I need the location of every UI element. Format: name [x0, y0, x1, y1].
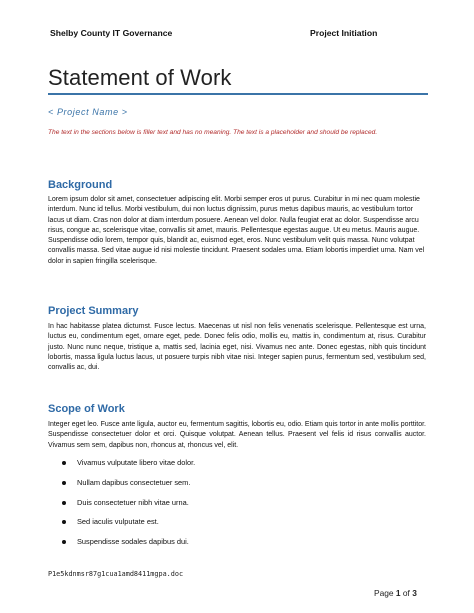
- header-organization: Shelby County IT Governance: [50, 28, 173, 38]
- bullet-icon: [62, 540, 66, 544]
- scope-bullet-list: [48, 457, 195, 556]
- list-item: [48, 536, 195, 556]
- scope-of-work-heading: Scope of Work: [48, 403, 125, 415]
- project-summary-heading: Project Summary: [48, 305, 139, 317]
- project-name-placeholder: < Project Name >: [48, 107, 128, 117]
- page-of: of: [402, 588, 410, 598]
- project-summary-paragraph: In hac habitasse platea dictumst. Fusce lectus. Maecenas ut nisl non felis venenatis scelerisque. Pellentesque est urna, luctus eu, condimentum eget, ornare eget, pede. Donec felis odio, mollis eu, mattis in, condimentum at, risus. Curabitur justo. Nunc nunc neque, tristique a, mattis sed, lacinia eget, nisi. Vivamus nec ante. Donec egestas, nibh quis tincidunt lobortis, massa ligula luctus lacus, ut posuere turpis nibh vitae nisi. Integer sapien purus, fermentum sed, vestibulum sed, convallis ac, dui.: [48, 323, 426, 372]
- bullet-text: Duis consectetuer nibh vitae urna.: [77, 497, 189, 507]
- page-total: 3: [412, 588, 417, 598]
- list-item: [48, 477, 195, 497]
- list-item: [48, 457, 195, 477]
- title-underline: [48, 93, 428, 95]
- bullet-icon: [62, 520, 66, 524]
- footer-page-number: [374, 588, 417, 598]
- placeholder-note: The text in the sections below is filler text and has no meaning. The text is a placeholder and should be replaced.: [48, 129, 378, 136]
- bullet-text: Sed iaculis vulputate est.: [77, 517, 159, 527]
- bullet-text: Vivamus vulputate libero vitae dolor.: [77, 458, 196, 467]
- list-item: [48, 497, 195, 517]
- page-current: 1: [395, 588, 401, 598]
- page-header: [48, 28, 426, 42]
- footer-filename: P1e5kdnmsr87g1cua1amd8411mgpa.doc: [48, 570, 184, 578]
- header-section: Project Initiation: [310, 28, 378, 38]
- scope-of-work-paragraph: Integer eget leo. Fusce ante ligula, auctor eu, fermentum sagittis, lobortis eu, odio. Etiam quis tortor in ante mollis porttitor. Suspendisse consectetuer dolor et orci. Quisque volutpat. Aenean tellus. Praesent vel felis id risus convallis auctor. Vivamus sem sem, dapibus non, rhoncus at, rhoncus vel, elit.: [48, 421, 426, 449]
- background-paragraph: Lorem ipsum dolor sit amet, consectetuer adipiscing elit. Morbi semper eros ut purus. Curabitur in mi nec quam molestie interdum. Nunc id tellus. Morbi vestibulum, dui non luctus dignissim, purus metus dapibus mauris, ac vestibulum tortor lacus ut diam. Cras non dolor at diam interdum posuere. Aenean vel dolor. Nulla feugiat erat ac dolor. Suspendisse arcu risus, congue ac, scelerisque vitae, convallis sit amet, mauris. Pellentesque egestas augue. Ut eu metus. Mauris augue. Suspendisse odio lorem, tempor quis, blandit ac, euismod eget, eros. Nunc vestibulum velit quis massa. Nunc volutpat convallis massa. Sed vitae augue id nisi molestie tincidunt. Praesent sodales urna. Etiam lobortis imperdiet urna. Nam vel dolor in sapien fringilla scelerisque.: [48, 196, 425, 265]
- background-heading: Background: [48, 179, 113, 191]
- bullet-text: Nullam dapibus consectetuer sem.: [77, 477, 191, 487]
- bullet-icon: [62, 461, 66, 465]
- bullet-text: Suspendisse sodales dapibus dui.: [77, 537, 189, 547]
- bullet-icon: [62, 481, 66, 485]
- list-item: [48, 516, 195, 536]
- page-label: Page: [374, 588, 394, 598]
- document-title: Statement of Work: [48, 65, 232, 90]
- bullet-icon: [62, 501, 66, 505]
